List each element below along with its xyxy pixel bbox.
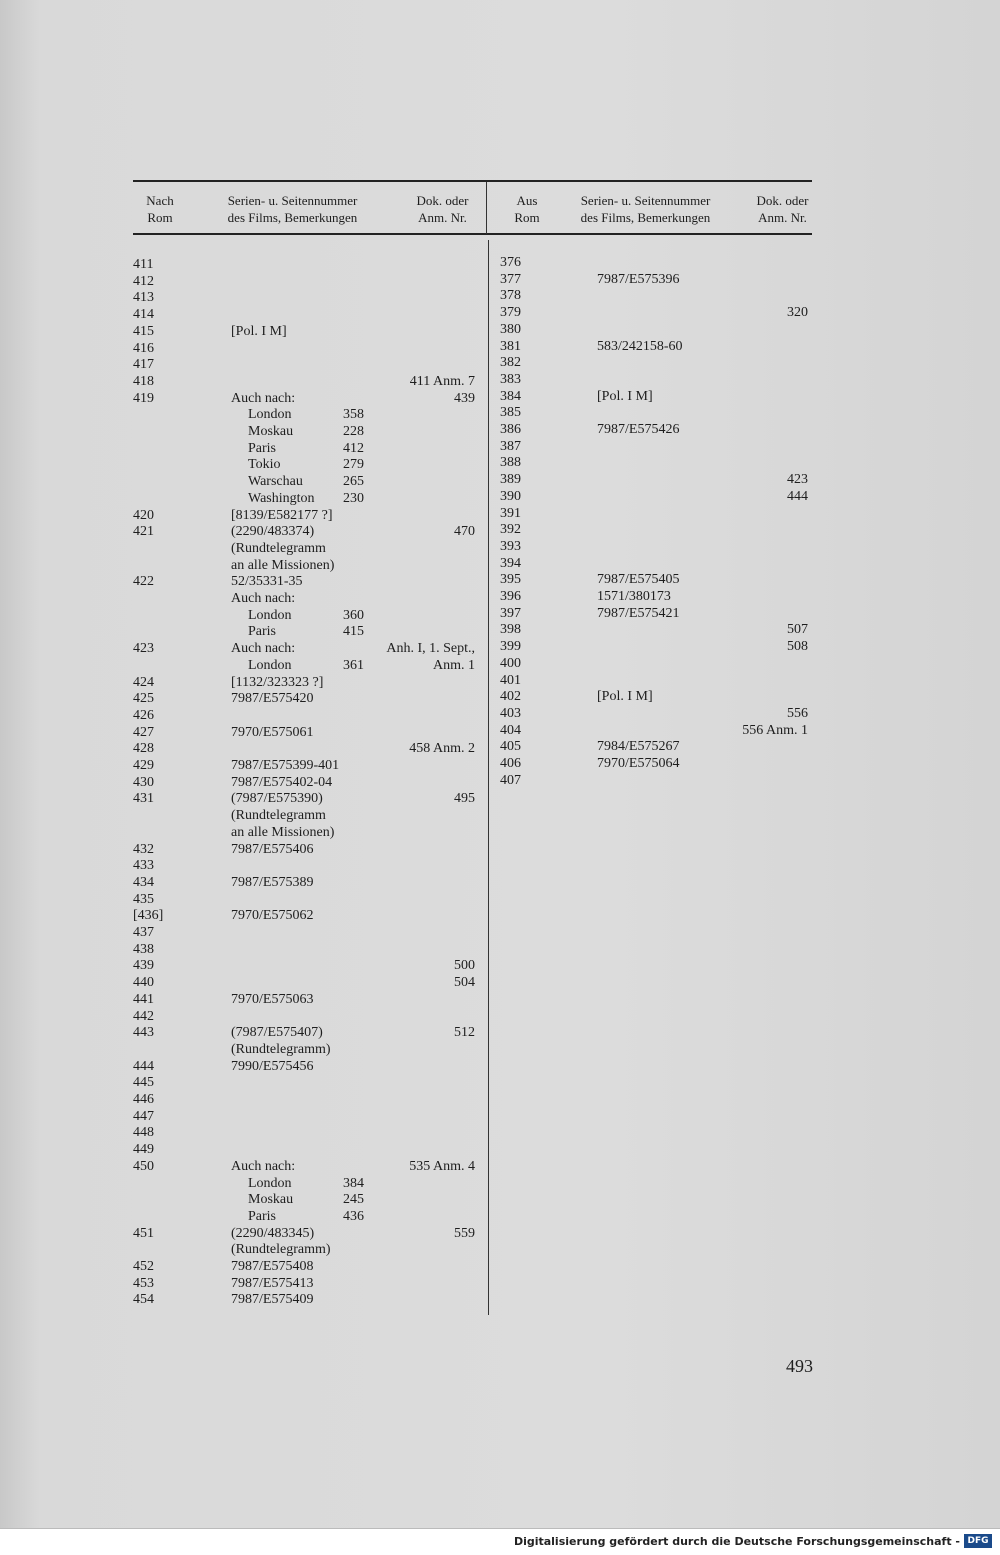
row-number: 438 <box>133 941 154 957</box>
destination-name: London <box>248 607 292 623</box>
film-reference: an alle Missionen) <box>231 824 335 840</box>
row-number: 377 <box>500 271 521 287</box>
film-reference: 7987/E575399-401 <box>231 758 340 773</box>
row-number: 414 <box>133 307 154 323</box>
destination-name: Paris <box>248 624 276 640</box>
film-reference: 7990/E575456 <box>231 1058 314 1074</box>
row-number: 389 <box>500 472 521 488</box>
row-number: 444 <box>133 1058 154 1074</box>
film-reference: 7987/E575405 <box>597 572 680 588</box>
row-number: 387 <box>500 438 521 454</box>
row-number: 393 <box>500 538 521 554</box>
row-number: 453 <box>133 1275 154 1291</box>
row-number: 442 <box>133 1008 154 1024</box>
row-number: 423 <box>133 641 154 657</box>
row-number: 397 <box>500 605 521 621</box>
row-number: 434 <box>133 874 154 890</box>
film-reference: 7987/E575409 <box>231 1292 314 1308</box>
row-number: 383 <box>500 371 521 387</box>
row-number: 432 <box>133 841 154 857</box>
row-number: 416 <box>133 340 154 356</box>
destination-number: 361 <box>343 657 364 673</box>
film-reference: 7987/E575406 <box>231 841 314 857</box>
film-reference: 7987/E575413 <box>231 1275 314 1291</box>
dfg-logo: DFG <box>964 1534 992 1548</box>
row-number: 431 <box>133 791 154 807</box>
destination-name: Paris <box>248 440 276 456</box>
row-number: 404 <box>500 722 521 738</box>
film-reference: Auch nach: <box>231 1158 296 1174</box>
document-reference: 556 Anm. 1 <box>742 722 808 738</box>
row-number: 415 <box>133 323 154 339</box>
row-number: 439 <box>133 958 154 974</box>
film-reference: Auch nach: <box>231 591 296 606</box>
film-reference: [Pol. I M] <box>231 323 287 339</box>
row-number: 413 <box>133 290 154 306</box>
row-number: 420 <box>133 507 154 523</box>
row-number: 390 <box>500 488 521 504</box>
row-number: 392 <box>500 522 521 538</box>
header-bottom-rule <box>133 233 812 235</box>
row-number: 407 <box>500 772 521 788</box>
row-number: 394 <box>500 555 521 571</box>
row-number: 418 <box>133 373 154 389</box>
document-reference: 439 <box>454 390 475 406</box>
film-reference: (Rundtelegramm <box>231 540 326 556</box>
destination-name: Washington <box>248 490 315 506</box>
film-reference: 52/35331-35 <box>231 574 303 590</box>
film-reference: (Rundtelegramm <box>231 808 326 824</box>
film-reference: (Rundtelegramm) <box>231 1041 331 1057</box>
row-number: 422 <box>133 574 154 590</box>
document-reference: 458 Anm. 2 <box>409 741 475 757</box>
row-number: 433 <box>133 858 154 874</box>
document-reference: 411 Anm. 7 <box>409 373 475 389</box>
document-reference: 500 <box>454 958 475 974</box>
film-reference: 7987/E575402-04 <box>231 774 333 790</box>
row-number: 441 <box>133 991 154 1007</box>
row-number: 447 <box>133 1108 154 1124</box>
destination-number: 245 <box>343 1192 364 1208</box>
right-header-aus-rom: Aus Rom <box>514 193 540 225</box>
row-number: 419 <box>133 390 154 406</box>
row-number: 381 <box>500 338 521 354</box>
film-reference: [8139/E582177 ?] <box>231 507 333 523</box>
row-number: 443 <box>133 1025 154 1041</box>
destination-number: 358 <box>343 407 364 423</box>
row-number: 448 <box>133 1125 154 1141</box>
row-number: 384 <box>500 388 521 404</box>
row-number: 451 <box>133 1225 154 1241</box>
document-reference: Anh. I, 1. Sept., <box>386 641 475 657</box>
destination-number: 265 <box>343 474 364 490</box>
destination-name: Tokio <box>248 457 281 473</box>
document-reference: Anm. 1 <box>433 657 475 673</box>
row-number: 399 <box>500 639 521 655</box>
row-number: 403 <box>500 705 521 721</box>
left-header-dok: Dok. oder Anm. Nr. <box>416 193 469 225</box>
left-header-nach-rom: Nach Rom <box>146 193 174 225</box>
film-reference: (2290/483345) <box>231 1225 315 1241</box>
film-reference: 583/242158-60 <box>597 338 683 354</box>
column-divider <box>488 240 489 1315</box>
document-reference: 504 <box>454 975 475 991</box>
destination-name: London <box>248 1175 292 1191</box>
film-reference: 7987/E575420 <box>231 691 314 707</box>
film-reference: [Pol. I M] <box>597 689 653 705</box>
row-number: 426 <box>133 707 154 723</box>
film-reference: 7970/E575061 <box>231 724 314 740</box>
row-number: 405 <box>500 739 521 755</box>
row-number: 411 <box>133 257 154 272</box>
row-number: 425 <box>133 691 154 707</box>
film-reference: 7970/E575063 <box>231 991 314 1007</box>
destination-number: 436 <box>343 1208 364 1224</box>
film-reference: an alle Missionen) <box>231 557 335 573</box>
film-reference: Auch nach: <box>231 641 296 657</box>
destination-number: 279 <box>343 457 364 473</box>
document-reference: 512 <box>454 1025 475 1041</box>
destination-number: 360 <box>343 607 364 623</box>
film-reference: 1571/380173 <box>597 589 671 604</box>
row-number: 437 <box>133 925 154 940</box>
row-number: 417 <box>133 357 154 373</box>
header-divider <box>486 182 487 234</box>
destination-number: 384 <box>343 1175 364 1191</box>
row-number: 376 <box>500 255 521 270</box>
film-reference: Auch nach: <box>231 390 296 406</box>
row-number: 395 <box>500 572 521 588</box>
page-number: 493 <box>786 1356 813 1376</box>
document-reference: 320 <box>787 305 808 321</box>
destination-name: Moskau <box>248 424 294 439</box>
row-number: 445 <box>133 1075 154 1091</box>
left-header-serien: Serien- u. Seitennummer des Films, Bemerkungen <box>227 193 358 225</box>
row-number: 427 <box>133 724 154 740</box>
row-number: 424 <box>133 674 154 690</box>
film-reference: 7987/E575426 <box>597 422 680 437</box>
document-reference: 507 <box>787 622 808 638</box>
top-rule <box>133 180 812 182</box>
row-number: 398 <box>500 622 521 638</box>
destination-number: 228 <box>343 424 364 439</box>
document-reference: 508 <box>787 639 808 655</box>
row-number: 391 <box>500 505 521 521</box>
film-reference: 7987/E575396 <box>597 271 680 287</box>
film-reference: (7987/E575390) <box>231 791 323 807</box>
row-number: 379 <box>500 305 521 321</box>
film-reference: (7987/E575407) <box>231 1025 323 1041</box>
row-number: 454 <box>133 1292 154 1308</box>
film-reference: (2290/483374) <box>231 524 315 540</box>
document-reference: 559 <box>454 1225 475 1241</box>
right-header-dok: Dok. oder Anm. Nr. <box>756 193 809 225</box>
footer-bar <box>0 1528 1000 1555</box>
film-reference: 7984/E575267 <box>597 739 680 755</box>
row-number: 402 <box>500 689 521 705</box>
row-number: [436] <box>133 908 164 924</box>
row-number: 380 <box>500 321 521 337</box>
row-number: 396 <box>500 589 521 604</box>
row-number: 382 <box>500 355 521 371</box>
row-number: 385 <box>500 405 521 421</box>
destination-name: London <box>248 657 292 673</box>
row-number: 430 <box>133 774 154 790</box>
document-reference: 423 <box>787 472 808 488</box>
row-number: 386 <box>500 422 521 437</box>
film-reference: 7987/E575389 <box>231 874 314 890</box>
document-reference: 495 <box>454 791 475 807</box>
destination-number: 415 <box>343 624 364 640</box>
destination-name: Moskau <box>248 1192 294 1208</box>
row-number: 406 <box>500 756 521 771</box>
document-reference: 535 Anm. 4 <box>409 1158 475 1174</box>
row-number: 400 <box>500 655 521 671</box>
row-number: 452 <box>133 1259 154 1274</box>
row-number: 450 <box>133 1158 154 1174</box>
destination-number: 230 <box>343 490 364 506</box>
row-number: 378 <box>500 288 521 304</box>
document-reference: 444 <box>787 488 808 504</box>
right-header-serien: Serien- u. Seitennummer des Films, Bemerkungen <box>580 193 711 225</box>
film-reference: [Pol. I M] <box>597 388 653 404</box>
film-reference: 7987/E575421 <box>597 605 680 621</box>
film-reference: 7970/E575062 <box>231 908 314 924</box>
destination-name: Warschau <box>248 474 303 490</box>
document-reference: 470 <box>454 524 475 540</box>
destination-name: London <box>248 407 292 423</box>
film-reference: 7970/E575064 <box>597 756 680 771</box>
footer-text: Digitalisierung gefördert durch die Deutsche Forschungsgemeinschaft - <box>513 1535 960 1548</box>
destination-name: Paris <box>248 1208 276 1224</box>
film-reference: [1132/323323 ?] <box>231 674 324 690</box>
row-number: 429 <box>133 758 154 773</box>
row-number: 401 <box>500 672 521 688</box>
row-number: 435 <box>133 891 154 907</box>
film-reference: 7987/E575408 <box>231 1259 314 1274</box>
row-number: 449 <box>133 1142 154 1158</box>
film-reference: (Rundtelegramm) <box>231 1242 331 1258</box>
destination-number: 412 <box>343 440 364 456</box>
document-reference: 556 <box>787 705 808 721</box>
row-number: 446 <box>133 1092 154 1107</box>
row-number: 421 <box>133 524 154 540</box>
row-number: 440 <box>133 975 154 991</box>
row-number: 428 <box>133 741 154 757</box>
row-number: 412 <box>133 273 154 289</box>
row-number: 388 <box>500 455 521 471</box>
